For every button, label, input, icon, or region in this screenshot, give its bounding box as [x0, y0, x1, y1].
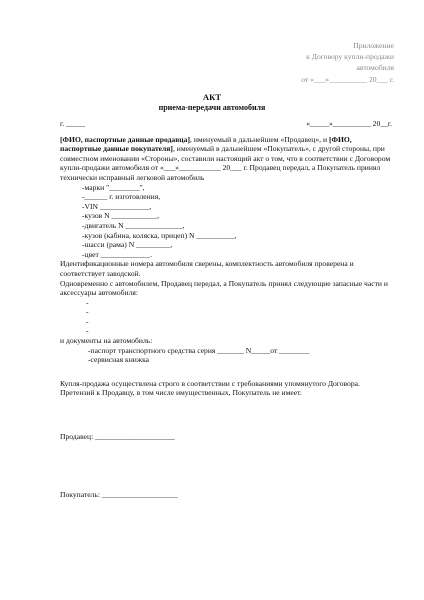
spare-part-item: -: [86, 316, 89, 326]
documents-list: [60, 346, 392, 365]
annex-line-1: Приложение: [353, 41, 394, 50]
document-title: АКТ: [202, 92, 222, 102]
vehicle-field: -кузов N ____________,: [82, 211, 159, 221]
document-item: -паспорт транспортного средства серия _______ N_____от ________: [88, 345, 310, 355]
seller-text: , именуемый в дальнейшем «Продавец», и: [190, 134, 329, 144]
vehicle-field: -шасси (рама) N _________,: [82, 240, 173, 250]
documents-intro: и документы на автомобиль:: [60, 336, 153, 346]
vehicle-field: -двигатель N _______________,: [82, 220, 185, 230]
spare-parts-paragraph: Одновременно с автомобилем, Продавец передал, а Покупатель принял следующие запасные части и аксессуары автомобиля:: [60, 278, 388, 298]
buyer-text: , именуемый в дальнейшем «Покупатель», с другой стороны, при совместном именовании «Стороны», составили настоящий акт о том, что в соответствии с Договором купли-продажи автомобиля от «___»___________ 20___ г. Продавец передал, а Покупатель принял технически исправный легковой автомобиль: [60, 144, 391, 182]
annex-line-2: к Договору купли-продажи: [306, 52, 394, 62]
vehicle-field: -кузов (кабина, коляска, прицеп) N __________,: [82, 230, 237, 240]
title-block: [0, 92, 424, 114]
date-field: «_____»__________ 20__г.: [306, 119, 392, 128]
document-subtitle: приема-передачи автомобиля: [158, 103, 266, 112]
buyer-signature: Покупатель: ____________________: [60, 489, 178, 499]
place-date-row: [60, 119, 392, 129]
city-field: г. _____: [60, 119, 86, 128]
annex-line-3: автомобиля: [356, 63, 394, 73]
vehicle-field: -марки "________",: [82, 182, 145, 192]
vehicle-field: -VIN _____________,: [82, 201, 152, 211]
spare-part-item: -: [86, 307, 89, 317]
spare-part-item: -: [86, 326, 89, 336]
verification-paragraph: Идентификационные номера автомобиля сверены, комплектность автомобиля проверена и соответствует заводской.: [60, 259, 354, 278]
vehicle-field: -______ г. изготовления,: [82, 192, 161, 202]
annex-header: [301, 40, 394, 85]
document-item: -сервисная книжка: [88, 355, 150, 365]
seller-signature: Продавец: _____________________: [60, 432, 175, 442]
buyer-placeholder: [ФИО, паспортные данные покупателя]: [60, 134, 352, 154]
vehicle-field: -цвет _____________.: [82, 249, 152, 259]
seller-placeholder: [ФИО, паспортные данные продавца]: [60, 134, 191, 144]
closing-paragraph: Купля-продажа осуществлена строго в соответствии с требованиями упомянутого Договора. Претензий к Продавцу, в том числе имущественных, Покупатель не имеет.: [60, 378, 360, 398]
annex-line-4: от «___»__________ 20___ г.: [301, 74, 394, 84]
intro-paragraph: [60, 135, 392, 183]
spare-parts-list: [60, 298, 392, 336]
document-body: [60, 119, 392, 499]
spare-part-item: -: [86, 297, 89, 307]
vehicle-fields: [60, 183, 392, 260]
